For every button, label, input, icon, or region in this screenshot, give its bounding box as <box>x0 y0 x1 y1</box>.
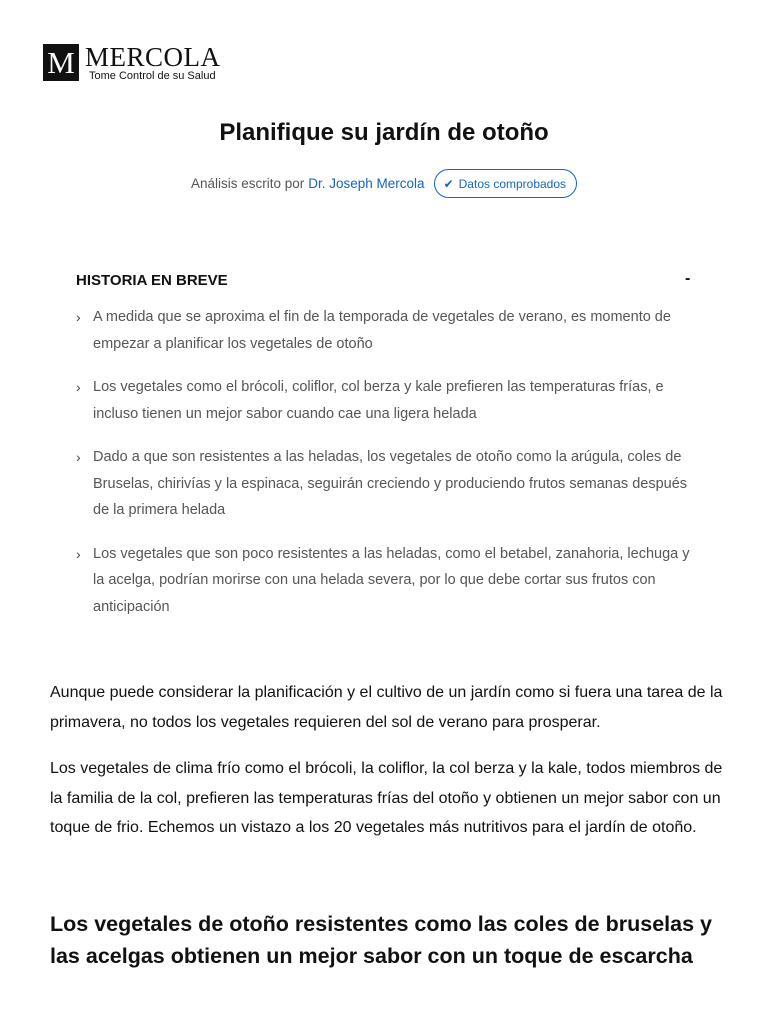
body-paragraph: Los vegetales de clima frío como el brócoli, la coliflor, la col berza y la kale, todos miembros de la familia de la col, prefieren las temperaturas frías del otoño y obtienen un mejor sabor con un toque de frio. Echemos un vistazo a los 20 vegetales más nutritivos para el jardín de otoño. <box>50 760 723 836</box>
summary-heading: HISTORIA EN BREVE <box>76 272 228 289</box>
summary-item <box>76 541 696 621</box>
summary-item <box>76 444 696 524</box>
page-title: Planifique su jardín de otoño <box>219 119 549 146</box>
summary-item-text: Dado a que son resistentes a las heladas, los vegetales de otoño como la arúgula, coles de Bruselas, chirivías y la espinaca, seguirán creciendo y produciendo frutos semanas después de la primera helada <box>93 449 688 518</box>
logo-tagline: Tome Control de su Salud <box>89 70 216 82</box>
author-link[interactable]: Dr. Joseph Mercola <box>308 176 425 191</box>
byline-prefix: Análisis escrito por <box>190 176 305 191</box>
summary-item-text: A medida que se aproxima el fin de la temporada de vegetales de verano, es momento de empezar a planificar los vegetales de otoño <box>93 309 671 352</box>
body-paragraph: Aunque puede considerar la planificación y el cultivo de un jardín como si fuera una tarea de la primavera, no todos los vegetales requieren del sol de verano para prosperar. <box>50 684 723 731</box>
chevron-right-icon: › <box>76 309 81 325</box>
chevron-right-icon: › <box>76 379 81 395</box>
fact-checked-badge[interactable] <box>434 169 577 198</box>
chevron-right-icon: › <box>76 449 81 465</box>
logo-name: MERCOLA <box>85 42 221 72</box>
summary-list <box>76 304 696 637</box>
mercola-logo-icon: M <box>43 44 79 81</box>
checkmark-icon: ✔ <box>443 176 454 191</box>
summary-item <box>76 374 696 427</box>
badge-label: Datos comprobados <box>458 176 567 191</box>
summary-item-text: Los vegetales como el brócoli, coliflor, col berza y kale prefieren las temperaturas frías, e incluso tienen un mejor sabor cuando cae una ligera helada <box>93 379 664 422</box>
summary-collapse-toggle[interactable]: - <box>685 270 691 287</box>
chevron-right-icon: › <box>76 545 81 562</box>
summary-item-text: Los vegetales que son poco resistentes a las heladas, como el betabel, zanahoria, lechuga y la acelga, podrían morirse con una helada severa, por lo que debe cortar sus frutos con anticipación <box>93 545 690 615</box>
summary-item <box>76 304 696 357</box>
byline <box>0 169 768 198</box>
logo-text <box>85 44 221 83</box>
mercola-logo[interactable] <box>43 44 221 83</box>
section-heading: Los vegetales de otoño resistentes como las coles de bruselas y las acelgas obtienen un mejor sabor con un toque de escarcha <box>50 912 712 968</box>
